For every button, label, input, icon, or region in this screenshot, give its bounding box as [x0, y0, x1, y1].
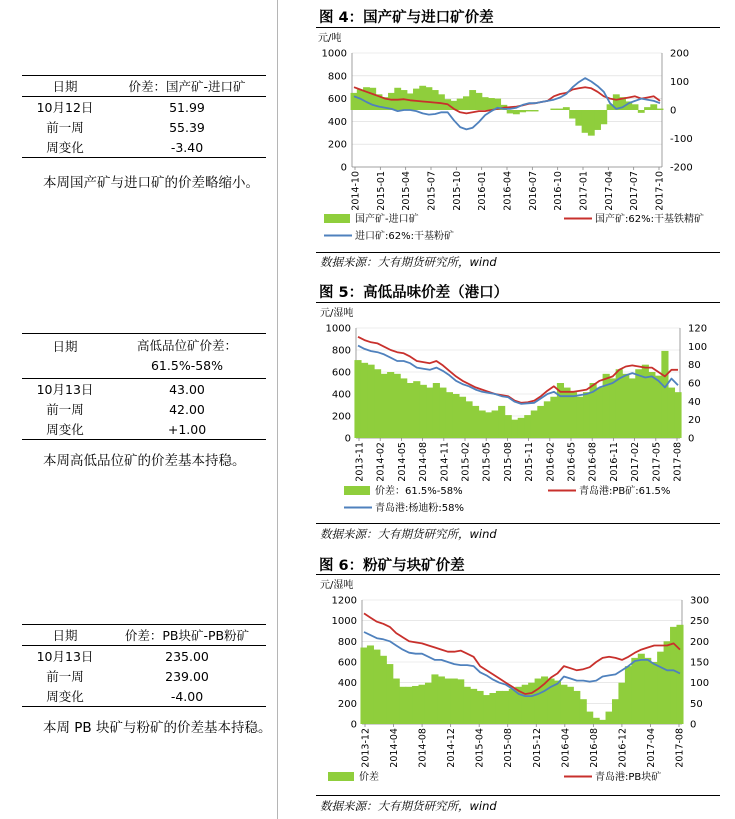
- note-grade-spread: 本周高低品位矿的价差基本持稳。: [43, 453, 246, 469]
- spread-bar: [386, 664, 393, 724]
- spread-bar: [644, 107, 651, 110]
- spread-bar: [650, 104, 657, 110]
- spread-bar: [394, 374, 401, 438]
- spread-bar: [479, 411, 486, 439]
- figure-4-bottom-rule: [316, 252, 720, 253]
- left-tick-label: 200: [331, 411, 351, 423]
- figure-4-source: 数据来源：大有期货研究所，wind: [320, 255, 497, 269]
- spread-bar: [407, 93, 414, 110]
- figure-5-bottom-rule: [316, 523, 720, 524]
- spread-bar: [632, 104, 639, 110]
- row-date: 前一周: [46, 120, 84, 135]
- left-tick-label: 200: [337, 698, 357, 710]
- spread-bar: [668, 388, 675, 438]
- spread-bar: [532, 110, 539, 111]
- figure-4-title: 图 4：国产矿与进口矿价差: [319, 10, 494, 26]
- x-tick-label: 2015-11: [524, 442, 536, 482]
- spread-bar: [618, 683, 625, 724]
- x-tick-label: 2016-07: [527, 170, 539, 211]
- right-tick-label: 200: [670, 48, 690, 60]
- x-tick-label: 2014-12: [446, 728, 458, 768]
- spread-bar: [569, 110, 576, 119]
- spread-bar: [470, 689, 477, 724]
- summary-table-lump-fines: [22, 624, 266, 707]
- spread-bar: [563, 388, 570, 438]
- spread-bar: [444, 679, 451, 724]
- figure-6-title: 图 6：粉矿与块矿价差: [319, 558, 465, 574]
- spread-bar: [507, 110, 514, 113]
- row-date: 10月13日: [36, 382, 94, 397]
- spread-bar: [475, 93, 482, 110]
- row-date: 10月12日: [36, 100, 94, 115]
- x-tick-label: 2017-07: [629, 171, 641, 211]
- spread-bar: [593, 718, 600, 724]
- table-row: [22, 137, 266, 158]
- header-spread-line1: 高低品位矿价差：: [136, 338, 237, 353]
- spread-bar: [354, 360, 361, 438]
- spread-bar: [381, 374, 388, 438]
- right-tick-label: 20: [688, 415, 701, 427]
- x-tick-label: 2016-11: [608, 442, 620, 482]
- table-row: [22, 117, 266, 137]
- spread-bar: [635, 369, 642, 438]
- figure-6-bottom-rule: [316, 795, 720, 796]
- summary-table-grade-spread: [22, 333, 266, 440]
- spread-bar: [655, 376, 662, 438]
- spread-bar: [407, 383, 414, 438]
- spread-bar: [583, 392, 590, 438]
- spread-bar: [492, 411, 499, 439]
- left-tick-label: 400: [331, 389, 351, 401]
- chart-grade-spread: [316, 304, 720, 522]
- spread-bar: [575, 110, 582, 126]
- spread-bar: [550, 109, 557, 110]
- row-value: 55.39: [169, 119, 205, 135]
- spread-bar: [580, 699, 587, 724]
- table-row: [22, 379, 266, 399]
- right-tick-label: 120: [688, 323, 708, 335]
- spread-bar: [426, 87, 433, 110]
- spread-bar: [638, 654, 645, 724]
- legend-swatch-bar: [328, 772, 354, 781]
- row-value: 42.00: [169, 401, 205, 417]
- spread-bar: [432, 90, 439, 110]
- spread-bar: [485, 412, 492, 438]
- spread-bar: [463, 96, 470, 110]
- row-value: 239.00: [165, 668, 209, 684]
- column-divider: [277, 0, 278, 819]
- spread-bar: [563, 107, 570, 110]
- spread-bar: [406, 687, 413, 724]
- y-axis-unit: 元/湿吨: [320, 308, 354, 319]
- spread-bar: [676, 625, 683, 724]
- left-tick-label: 1000: [331, 616, 357, 628]
- table-row: [22, 666, 266, 686]
- left-tick-label: 1200: [331, 595, 357, 607]
- row-value: -3.40: [170, 139, 204, 155]
- x-tick-label: 2017-05: [651, 442, 663, 482]
- spread-bar: [531, 411, 538, 439]
- table-row: [22, 97, 266, 117]
- spread-bar: [511, 420, 518, 438]
- spread-bar: [373, 650, 380, 724]
- x-tick-label: 2016-04: [560, 728, 572, 768]
- note-lump-fines: 本周 PB 块矿与粉矿的价差基本持稳。: [43, 720, 272, 736]
- header-date: 日期: [52, 339, 78, 354]
- figure-6-source: 数据来源：大有期货研究所，wind: [320, 799, 497, 813]
- spread-bar: [451, 679, 458, 724]
- right-tick-label: 200: [690, 636, 710, 648]
- row-date: 前一周: [46, 669, 84, 684]
- spread-bar: [457, 679, 464, 724]
- spread-bar: [387, 372, 394, 438]
- spread-bar: [657, 652, 664, 724]
- left-tick-label: 0: [340, 162, 347, 174]
- x-tick-label: 2014-10: [350, 171, 362, 211]
- spread-bar: [412, 686, 419, 724]
- legend-swatch-bar: [344, 486, 370, 495]
- spread-bar: [413, 89, 420, 110]
- summary-table-domestic-import: [22, 75, 266, 158]
- x-tick-label: 2017-08: [672, 442, 684, 482]
- spread-bar: [519, 110, 526, 112]
- spread-bar: [399, 687, 406, 724]
- spread-bar: [472, 406, 479, 438]
- right-tick-label: 300: [690, 595, 710, 607]
- spread-bar: [670, 627, 677, 724]
- row-date: 周变化: [46, 140, 84, 155]
- chart-domestic-vs-import: [316, 29, 720, 251]
- legend-label: 价差：61.5%-58%: [375, 486, 463, 497]
- x-tick-label: 2015-12: [531, 728, 543, 768]
- table-header: [22, 333, 266, 379]
- header-spread: 价差：PB块矿-PB粉矿: [124, 628, 250, 643]
- spread-bar: [367, 365, 374, 438]
- table-row: [22, 419, 266, 440]
- x-tick-label: 2015-10: [451, 171, 463, 211]
- right-tick-label: 80: [688, 360, 701, 372]
- spread-bar: [586, 712, 593, 724]
- spread-bar: [482, 97, 489, 110]
- x-tick-label: 2015-04: [401, 171, 413, 211]
- spread-bar: [573, 691, 580, 724]
- note-domestic-import: 本周国产矿与进口矿的价差略缩小。: [43, 175, 259, 191]
- right-tick-label: 60: [688, 378, 701, 390]
- right-tick-label: 0: [670, 105, 677, 117]
- x-tick-label: 2014-04: [389, 728, 401, 768]
- row-value: 51.99: [169, 99, 205, 115]
- spread-bar: [509, 689, 516, 724]
- x-tick-label: 2015-05: [481, 442, 493, 482]
- spread-bar: [544, 401, 551, 438]
- spread-bar: [464, 687, 471, 724]
- figure-4-rule: [316, 27, 720, 28]
- spread-bar: [518, 418, 525, 438]
- spread-bar: [431, 674, 438, 724]
- spread-bar: [361, 363, 368, 438]
- spread-bar: [459, 397, 466, 438]
- spread-bar: [661, 351, 668, 438]
- row-value: 235.00: [165, 648, 209, 664]
- row-value: +1.00: [167, 421, 207, 437]
- spread-bar: [488, 98, 495, 110]
- spread-bar: [631, 658, 638, 724]
- x-tick-label: 2014-02: [375, 442, 387, 482]
- y-axis-unit: 元/湿吨: [320, 580, 354, 591]
- spread-bar: [388, 93, 395, 110]
- table-row: [22, 399, 266, 419]
- legend-label: 进口矿:62%:干基粉矿: [355, 231, 454, 242]
- spread-bar: [465, 401, 472, 438]
- x-tick-label: 2015-08: [503, 728, 515, 768]
- x-tick-label: 2013-11: [354, 442, 366, 482]
- spread-bar: [393, 679, 400, 724]
- left-tick-label: 1000: [325, 323, 351, 335]
- legend-label: 青岛港:PB块矿: [595, 772, 662, 783]
- figure-6-rule: [316, 574, 720, 575]
- table-row: [22, 686, 266, 707]
- spread-bar: [560, 685, 567, 724]
- spread-bar: [524, 415, 531, 438]
- table-row: [22, 646, 266, 666]
- right-tick-label: 150: [690, 657, 710, 669]
- spread-bar: [664, 641, 671, 724]
- spread-bar: [438, 676, 445, 724]
- left-tick-label: 600: [327, 94, 347, 106]
- spread-bar: [588, 110, 595, 136]
- spread-bar: [360, 648, 367, 724]
- header-date: 日期: [52, 79, 78, 94]
- right-tick-label: 40: [688, 396, 701, 408]
- x-tick-label: 2017-10: [654, 171, 666, 211]
- spread-bar: [606, 712, 613, 724]
- left-tick-label: 200: [327, 139, 347, 151]
- legend-label: 价差: [359, 772, 379, 783]
- x-tick-label: 2016-04: [502, 171, 514, 211]
- right-tick-label: 50: [690, 698, 703, 710]
- x-tick-label: 2016-12: [617, 728, 629, 768]
- spread-bar: [600, 110, 607, 124]
- right-tick-label: 250: [690, 616, 710, 628]
- spread-bar: [596, 388, 603, 438]
- spread-bar: [498, 406, 505, 438]
- spread-bar: [537, 406, 544, 438]
- spread-bar: [642, 365, 649, 438]
- header-spread: [108, 334, 266, 376]
- spread-bar: [380, 656, 387, 724]
- left-tick-label: 800: [331, 345, 351, 357]
- left-tick-label: 600: [331, 367, 351, 379]
- spread-bar: [413, 381, 420, 438]
- right-tick-label: 100: [690, 678, 710, 690]
- row-date: 周变化: [46, 689, 84, 704]
- spread-bar: [622, 374, 629, 438]
- header-spread-line2: 61.5%-58%: [150, 358, 223, 373]
- spread-bar: [496, 691, 503, 724]
- x-tick-label: 2016-08: [587, 442, 599, 482]
- spread-bar: [420, 385, 427, 438]
- legend-label: 国产矿-进口矿: [355, 214, 419, 225]
- spread-bar: [535, 679, 542, 724]
- left-tick-label: 800: [327, 71, 347, 83]
- spread-bar: [629, 378, 636, 438]
- spread-bar: [452, 394, 459, 438]
- figure-5-rule: [316, 302, 720, 303]
- right-tick-label: 0: [690, 719, 697, 731]
- figure-5-source: 数据来源：大有期货研究所，wind: [320, 527, 497, 541]
- spread-bar: [426, 388, 433, 438]
- x-tick-label: 2014-08: [418, 442, 430, 482]
- x-tick-label: 2015-08: [502, 442, 514, 482]
- x-tick-label: 2013-12: [360, 728, 372, 768]
- left-tick-label: 800: [337, 636, 357, 648]
- x-tick-label: 2016-01: [477, 171, 489, 211]
- spread-bar: [433, 383, 440, 438]
- spread-bar: [554, 681, 561, 724]
- left-tick-label: 400: [337, 678, 357, 690]
- spread-bar: [644, 658, 651, 724]
- spread-bar: [638, 110, 645, 113]
- right-tick-label: 0: [688, 433, 695, 445]
- spread-bar: [439, 388, 446, 438]
- x-tick-label: 2014-11: [439, 442, 451, 482]
- spread-bar: [457, 99, 464, 110]
- spread-bar: [483, 695, 490, 724]
- spread-bar: [505, 415, 512, 438]
- x-tick-label: 2014-05: [396, 442, 408, 482]
- x-tick-label: 2017-01: [578, 171, 590, 211]
- x-tick-label: 2017-04: [603, 171, 615, 211]
- spread-bar: [582, 110, 589, 133]
- spread-bar: [513, 110, 520, 114]
- spread-bar: [612, 699, 619, 724]
- table-header: [22, 75, 266, 97]
- right-tick-label: 100: [688, 341, 708, 353]
- row-value: -4.00: [170, 688, 204, 704]
- legend-label: 青岛港:PB矿:61.5%: [579, 486, 671, 497]
- chart-lump-vs-fines: [316, 576, 720, 794]
- spread-bar: [609, 378, 616, 438]
- x-tick-label: 2015-04: [474, 728, 486, 768]
- right-tick-label: -200: [670, 162, 693, 174]
- spread-bar: [570, 392, 577, 438]
- spread-bar: [419, 685, 426, 724]
- table-header: [22, 624, 266, 646]
- spread-bar: [522, 685, 529, 724]
- spread-bar: [648, 372, 655, 438]
- spread-bar: [469, 90, 476, 110]
- x-tick-label: 2016-05: [566, 442, 578, 482]
- x-tick-label: 2017-08: [674, 728, 686, 768]
- spread-bar: [477, 691, 484, 724]
- spread-bar: [419, 86, 426, 110]
- spread-bar: [525, 110, 532, 111]
- spread-bar: [351, 93, 358, 110]
- left-tick-label: 600: [337, 657, 357, 669]
- figure-5-title: 图 5：高低品味价差（港口）: [319, 285, 509, 301]
- spread-bar: [651, 662, 658, 724]
- spread-bar: [674, 392, 681, 438]
- spread-bar: [400, 378, 407, 438]
- left-tick-label: 0: [350, 719, 357, 731]
- x-tick-label: 2015-02: [460, 442, 472, 482]
- x-tick-label: 2014-08: [417, 728, 429, 768]
- left-tick-label: 1000: [321, 48, 347, 60]
- spread-bar: [567, 687, 574, 724]
- header-spread: 价差：国产矿-进口矿: [128, 79, 246, 94]
- spread-bar: [502, 691, 509, 724]
- legend-label: 国产矿:62%:干基铁精矿: [595, 214, 704, 225]
- left-tick-label: 400: [327, 116, 347, 128]
- y-axis-unit: 元/吨: [318, 33, 342, 44]
- row-value: 43.00: [169, 381, 205, 397]
- x-tick-label: 2017-04: [645, 728, 657, 768]
- spread-bar: [625, 666, 632, 724]
- x-tick-label: 2015-07: [426, 171, 438, 211]
- spread-bar: [557, 109, 564, 110]
- spread-bar: [528, 683, 535, 724]
- left-tick-label: 0: [344, 433, 351, 445]
- spread-bar: [425, 683, 432, 724]
- spread-bar: [367, 645, 374, 724]
- row-date: 10月13日: [36, 649, 94, 664]
- x-tick-label: 2017-02: [630, 442, 642, 482]
- spread-bar: [576, 397, 583, 438]
- right-tick-label: 100: [670, 77, 690, 88]
- spread-bar: [550, 397, 557, 438]
- header-date: 日期: [52, 628, 78, 643]
- spread-bar: [657, 109, 664, 110]
- legend-swatch-bar: [324, 214, 350, 223]
- row-date: 前一周: [46, 402, 84, 417]
- spread-bar: [599, 720, 606, 724]
- spread-bar: [594, 110, 601, 130]
- row-date: 周变化: [46, 422, 84, 437]
- x-tick-label: 2015-01: [375, 171, 387, 211]
- legend-label: 青岛港:杨迪粉:58%: [375, 503, 464, 514]
- x-tick-label: 2016-10: [553, 171, 565, 211]
- spread-bar: [446, 392, 453, 438]
- spread-bar: [369, 88, 376, 110]
- right-tick-label: -100: [670, 134, 693, 145]
- x-tick-label: 2016-02: [545, 442, 557, 482]
- spread-bar: [374, 369, 381, 438]
- x-tick-label: 2016-08: [588, 728, 600, 768]
- spread-bar: [489, 693, 496, 724]
